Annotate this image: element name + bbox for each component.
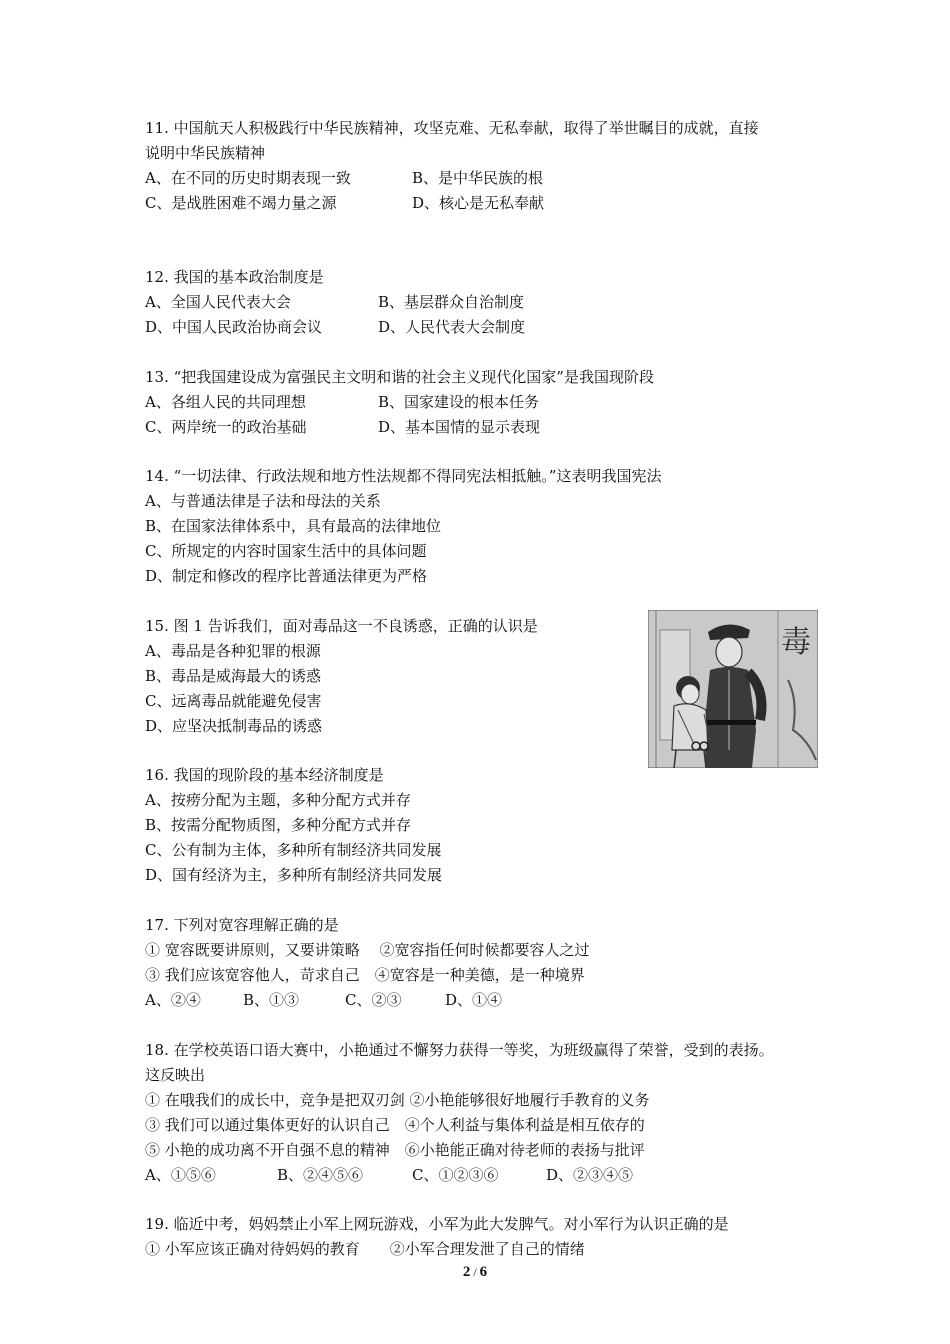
- figure-1-illustration: [648, 610, 818, 768]
- q18-statement-1-2: ① 在哦我们的成长中，竞争是把双刃剑 ②小艳能够很好地履行手教育的义务: [145, 1091, 650, 1109]
- q19-stem: 19. 临近中考，妈妈禁止小军上网玩游戏，小军为此大发脾气。对小军行为认识正确的是: [145, 1215, 729, 1233]
- q11-option-d: D、核心是无私奉献: [412, 194, 545, 212]
- q18-stem-line2: 这反映出: [145, 1066, 206, 1084]
- q18-option-d: D、②③④⑤: [546, 1166, 634, 1184]
- page-total: 6: [479, 1264, 488, 1280]
- q16-option-d: D、国有经济为主，多种所有制经济共同发展: [145, 866, 443, 884]
- q17-statement-1-2: ① 宽容既要讲原则，又要讲策略 ②宽容指任何时候都要容人之过: [145, 941, 590, 959]
- q14-option-d: D、制定和修改的程序比普通法律更为严格: [145, 567, 428, 585]
- q14-option-a: A、与普通法律是子法和母法的关系: [145, 492, 381, 510]
- page-number: [0, 1264, 950, 1281]
- q12-option-c: D、中国人民政治协商会议: [145, 318, 323, 336]
- q15-stem: 15. 图 1 告诉我们，面对毒品这一不良诱惑，正确的认识是: [145, 617, 538, 635]
- q14-option-b: B、在国家法律体系中，具有最高的法律地位: [145, 517, 442, 535]
- q17-statement-3-4: ③ 我们应该宽容他人，苛求自己 ④宽容是一种美德，是一种境界: [145, 966, 585, 984]
- q17-option-a: A、②④: [145, 991, 201, 1009]
- q12-stem: 12. 我国的基本政治制度是: [145, 268, 324, 286]
- q12-option-a: A、全国人民代表大会: [145, 293, 291, 311]
- q17-option-b: B、①③: [243, 991, 300, 1009]
- q15-option-b: B、毒品是威海最大的诱惑: [145, 667, 322, 685]
- q14-stem: 14. “一切法律、行政法规和地方性法规都不得同宪法相抵触。”这表明我国宪法: [145, 467, 662, 485]
- q13-option-d: D、基本国情的显示表现: [378, 418, 541, 436]
- q16-stem: 16. 我国的现阶段的基本经济制度是: [145, 766, 384, 784]
- q18-option-b: B、②④⑤⑥: [277, 1166, 364, 1184]
- q15-option-d: D、应坚决抵制毒品的诱惑: [145, 717, 323, 735]
- q16-option-c: C、公有制为主体，多种所有制经济共同发展: [145, 841, 442, 859]
- q13-option-c: C、两岸统一的政治基础: [145, 418, 307, 436]
- q17-option-c: C、②③: [345, 991, 402, 1009]
- page-separator: /: [470, 1265, 480, 1279]
- q11-stem-line1: 11. 中国航天人积极践行中华民族精神，攻坚克难、无私奉献，取得了举世瞩目的成就，直接: [145, 119, 759, 137]
- q18-stem-line1: 18. 在学校英语口语大赛中，小艳通过不懈努力获得一等奖，为班级赢得了荣誉，受到的表扬。: [145, 1041, 774, 1059]
- q18-option-a: A、①⑤⑥: [145, 1166, 216, 1184]
- q12-option-b: B、基层群众自治制度: [378, 293, 525, 311]
- q18-statement-3-4: ③ 我们可以通过集体更好的认识自己 ④个人利益与集体利益是相互依存的: [145, 1116, 645, 1134]
- figure-1-drawing: [648, 610, 818, 768]
- q18-statement-5-6: ⑤ 小艳的成功离不开自强不息的精神 ⑥小艳能正确对待老师的表扬与批评: [145, 1141, 645, 1159]
- q17-stem: 17. 下列对宽容理解正确的是: [145, 916, 339, 934]
- q14-option-c: C、所规定的内容时国家生活中的具体问题: [145, 542, 427, 560]
- q11-option-c: C、是战胜困难不竭力量之源: [145, 194, 337, 212]
- q13-stem: 13. “把我国建设成为富强民主文明和谐的社会主义现代化国家”是我国现阶段: [145, 368, 654, 386]
- q12-option-d: D、人民代表大会制度: [378, 318, 526, 336]
- q17-option-d: D、①④: [445, 991, 503, 1009]
- q15-option-a: A、毒品是各种犯罪的根源: [145, 642, 321, 660]
- q16-option-a: A、按痨分配为主题，多种分配方式并存: [145, 791, 411, 809]
- q11-stem-line2: 说明中华民族精神: [145, 144, 266, 162]
- q13-option-b: B、国家建设的根本任务: [378, 393, 540, 411]
- q11-option-a: A、在不同的历史时期表现一致: [145, 169, 351, 187]
- q15-option-c: C、远离毒品就能避免侵害: [145, 692, 322, 710]
- page-current: 2: [462, 1264, 471, 1280]
- q18-option-c: C、①②③⑥: [412, 1166, 499, 1184]
- q19-statement-1-2: ① 小军应该正确对待妈妈的教育 ②小军合理发泄了自己的情绪: [145, 1240, 585, 1258]
- q13-option-a: A、各组人民的共同理想: [145, 393, 306, 411]
- figure-poster-character: 毒: [781, 625, 811, 660]
- q11-option-b: B、是中华民族的根: [412, 169, 544, 187]
- q16-option-b: B、按需分配物质图，多种分配方式并存: [145, 816, 412, 834]
